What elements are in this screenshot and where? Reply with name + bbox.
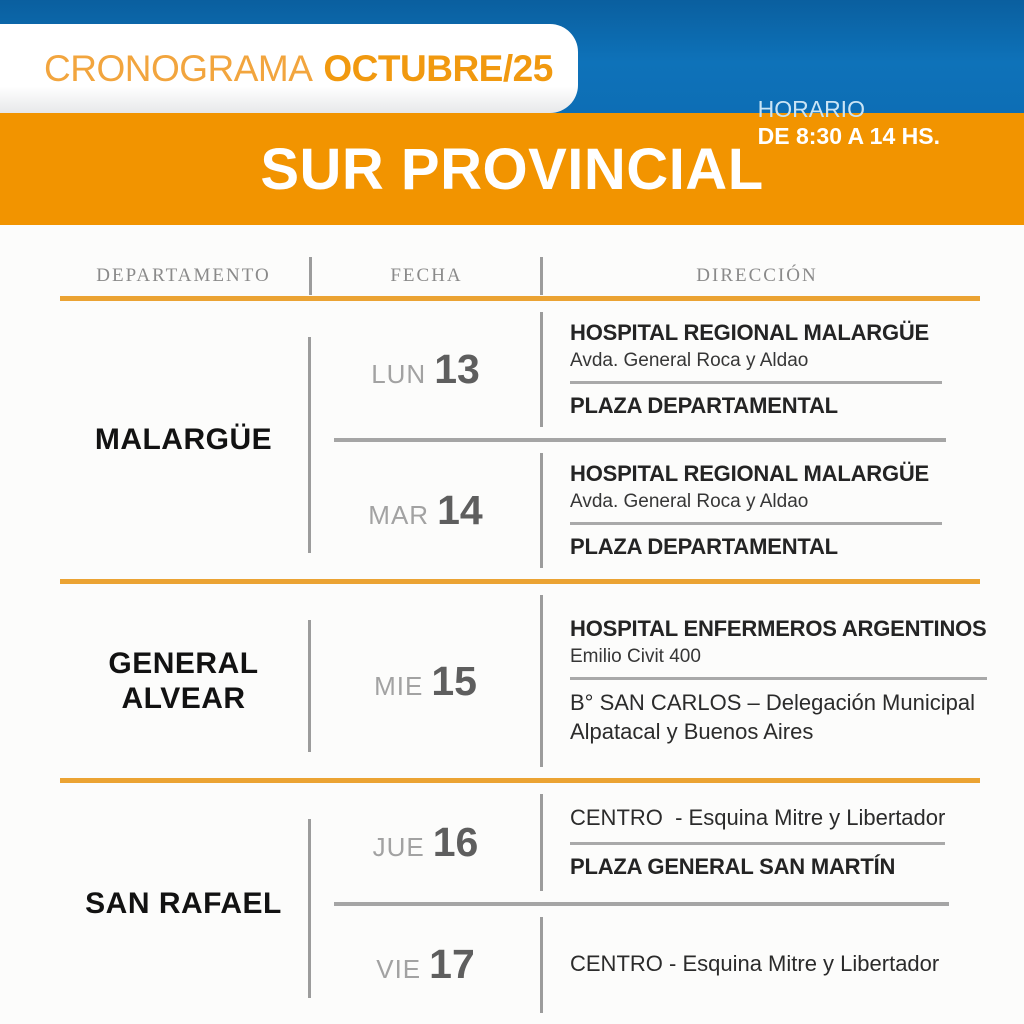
region-title: SUR PROVINCIAL: [260, 136, 764, 202]
location-item: CENTRO - Esquina Mitre y Libertador: [570, 951, 940, 977]
top-header: [0, 0, 1024, 149]
date-group: [311, 783, 1024, 902]
column-direccion: DIRECCIÓN: [696, 265, 818, 286]
location-item: HOSPITAL REGIONAL MALARGÜE Avda. General Roca y Aldao: [570, 461, 930, 512]
locations-cell: [540, 906, 1024, 1024]
header-divider-bar: [540, 257, 543, 295]
section-san-rafael: [0, 783, 1024, 1024]
date-group: [311, 906, 1024, 1024]
day-number: 16: [432, 818, 479, 865]
day-number: 13: [434, 346, 480, 392]
header-divider-bar: [309, 257, 312, 295]
horario-value: DE 8:30 A 14 HS.: [757, 123, 940, 149]
locations-cell: [540, 584, 1024, 778]
locations-cell: [540, 442, 1024, 579]
date-group: [311, 301, 1024, 438]
location-item: PLAZA DEPARTAMENTAL: [570, 534, 838, 559]
location-item: HOSPITAL REGIONAL MALARGÜE Avda. General Roca y Aldao: [570, 320, 930, 371]
locations-cell: [540, 783, 1024, 902]
department-name: GENERAL ALVEAR: [108, 646, 259, 715]
section-malargue: [0, 301, 1024, 579]
column-separator: [540, 312, 543, 427]
column-separator: [540, 595, 543, 767]
locations-cell: [540, 301, 1024, 438]
date-group: [311, 584, 1024, 778]
column-separator: [540, 794, 543, 891]
location-item: B° SAN CARLOS – Delegación Municipal Alpatacal y Buenos Aires: [570, 689, 975, 744]
cronograma-tab: [0, 24, 578, 113]
horario-label: HORARIO: [757, 96, 865, 122]
location-item: PLAZA DEPARTAMENTAL: [570, 393, 838, 418]
location-item: CENTRO - Esquina Mitre y Libertador: [570, 805, 946, 831]
date-cell: [311, 487, 540, 534]
location-item: HOSPITAL ENFERMEROS ARGENTINOS Emilio Civit 400: [570, 615, 987, 667]
date-group: [311, 442, 1024, 579]
day-number: 17: [429, 941, 475, 988]
cronograma-label: CRONOGRAMA: [44, 47, 313, 89]
day-number: 14: [437, 487, 483, 533]
month-label: OCTUBRE/25: [323, 47, 553, 89]
day-abbr: LUN: [371, 359, 427, 389]
day-abbr: MAR: [368, 500, 430, 530]
column-separator: [540, 917, 543, 1014]
date-cell: [311, 941, 540, 988]
department-name: MALARGÜE: [94, 423, 273, 457]
horario-text: [719, 69, 940, 177]
day-abbr: JUE: [372, 831, 425, 862]
day-abbr: MIE: [374, 670, 424, 701]
table-header: [0, 225, 1024, 301]
column-separator: [540, 453, 543, 568]
day-abbr: VIE: [376, 954, 422, 985]
date-cell: [311, 819, 540, 866]
department-name: SAN RAFAEL: [85, 886, 282, 920]
day-number: 15: [431, 657, 477, 704]
location-item: PLAZA GENERAL SAN MARTÍN: [570, 854, 896, 880]
section-general-alvear: [0, 584, 1024, 778]
column-departamento: DEPARTAMENTO: [96, 265, 271, 286]
date-cell: [311, 346, 540, 393]
date-cell: [311, 658, 540, 705]
column-fecha: FECHA: [390, 265, 463, 286]
